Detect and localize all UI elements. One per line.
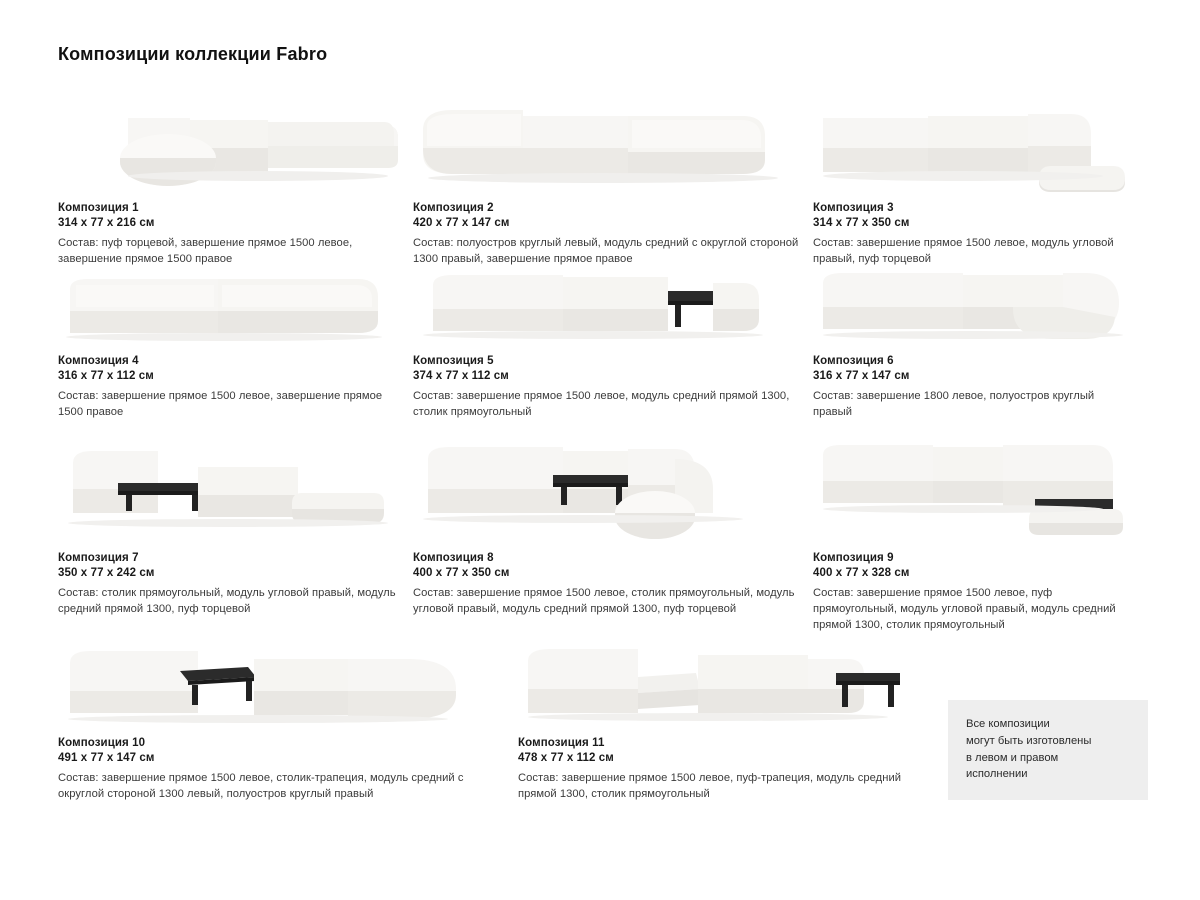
composition-description: Состав: завершение прямое 1500 левое, модуль угловой правый, пуф торцевой	[813, 237, 1114, 266]
composition-image-6	[813, 261, 1134, 351]
composition-name: Композиция 4	[58, 355, 139, 367]
composition-description: Состав: завершение 1800 левое, полуостров круглый правый	[813, 390, 1095, 419]
composition-row-1	[58, 88, 1148, 267]
composition-card-10	[58, 633, 518, 802]
composition-name: Композиция 7	[58, 552, 139, 564]
composition-image-1	[58, 88, 399, 198]
composition-dimensions: 316 x 77 x 112 см	[58, 370, 154, 382]
composition-image-10	[58, 633, 504, 733]
note-line-3: в левом и правом	[966, 751, 1059, 764]
composition-name: Композиция 3	[813, 202, 894, 214]
composition-description: Состав: завершение прямое 1500 левое, столик прямоугольный, модуль угловой правый, модуль средний прямой 1300, пуф торцевой	[413, 587, 795, 616]
note-line-4: исполнении	[966, 768, 1028, 781]
composition-dimensions: 400 x 77 x 350 см	[413, 567, 510, 579]
composition-description: Состав: столик прямоугольный, модуль угловой правый, модуль средний прямой 1300, пуф торцевой	[58, 587, 396, 616]
composition-dimensions: 400 x 77 x 328 см	[813, 567, 910, 579]
composition-dimensions: 374 x 77 x 112 см	[413, 370, 509, 382]
composition-image-9	[813, 433, 1134, 548]
composition-name: Композиция 1	[58, 202, 139, 214]
composition-name: Композиция 5	[413, 355, 494, 367]
composition-image-5	[413, 261, 799, 351]
composition-image-11	[518, 633, 934, 733]
composition-card-9	[813, 433, 1148, 634]
composition-name: Композиция 11	[518, 737, 605, 749]
composition-name: Композиция 2	[413, 202, 494, 214]
composition-card-4	[58, 261, 413, 420]
composition-dimensions: 350 x 77 x 242 см	[58, 567, 155, 579]
composition-description: Состав: завершение прямое 1500 левое, пуф-трапеция, модуль средний прямой 1300, столик прямоугольный	[518, 772, 902, 801]
composition-description: Состав: пуф торцевой, завершение прямое 1500 левое, завершение прямое 1500 правое	[58, 237, 353, 266]
composition-image-7	[58, 433, 399, 548]
composition-name: Композиция 10	[58, 737, 146, 749]
composition-card-5	[413, 261, 813, 420]
composition-name: Композиция 6	[813, 355, 894, 367]
note-box	[948, 700, 1148, 800]
composition-image-2	[413, 88, 799, 198]
composition-card-1	[58, 88, 413, 267]
composition-row-3	[58, 433, 1148, 634]
composition-card-3	[813, 88, 1148, 267]
composition-image-4	[58, 261, 399, 351]
composition-card-8	[413, 433, 813, 634]
composition-description: Состав: завершение прямое 1500 левое, пуф прямоугольный, модуль угловой правый, модуль средний прямой 1300, столик прямоугольный	[813, 587, 1116, 632]
note-line-1: Все композиции	[966, 718, 1050, 730]
composition-card-11	[518, 633, 948, 802]
composition-dimensions: 491 x 77 x 147 см	[58, 752, 155, 764]
composition-dimensions: 316 x 77 x 147 см	[813, 370, 910, 382]
page-title: Композиции коллекции Fabro	[58, 44, 328, 64]
composition-name: Композиция 8	[413, 552, 494, 564]
composition-card-7	[58, 433, 413, 634]
composition-card-6	[813, 261, 1148, 420]
composition-dimensions: 314 x 77 x 216 см	[58, 217, 155, 229]
composition-description: Состав: полуостров круглый левый, модуль средний с округлой стороной 1300 правый, завершение прямое правое	[413, 237, 799, 266]
composition-dimensions: 314 x 77 x 350 см	[813, 217, 910, 229]
composition-description: Состав: завершение прямое 1500 левое, модуль средний прямой 1300, столик прямоугольный	[413, 390, 790, 419]
composition-name: Композиция 9	[813, 552, 894, 564]
composition-dimensions: 420 x 77 x 147 см	[413, 217, 510, 229]
composition-description: Состав: завершение прямое 1500 левое, столик-трапеция, модуль средний с округлой стороной 1300 левый, полуостров круглый правый	[58, 772, 464, 801]
note-line-2: могут быть изготовлены	[966, 734, 1092, 747]
composition-row-4	[58, 633, 948, 802]
composition-image-8	[413, 433, 799, 548]
composition-image-3	[813, 88, 1134, 198]
composition-card-2	[413, 88, 813, 267]
composition-dimensions: 478 x 77 x 112 см	[518, 752, 614, 764]
composition-row-2	[58, 261, 1148, 420]
composition-description: Состав: завершение прямое 1500 левое, завершение прямое 1500 правое	[58, 390, 383, 419]
